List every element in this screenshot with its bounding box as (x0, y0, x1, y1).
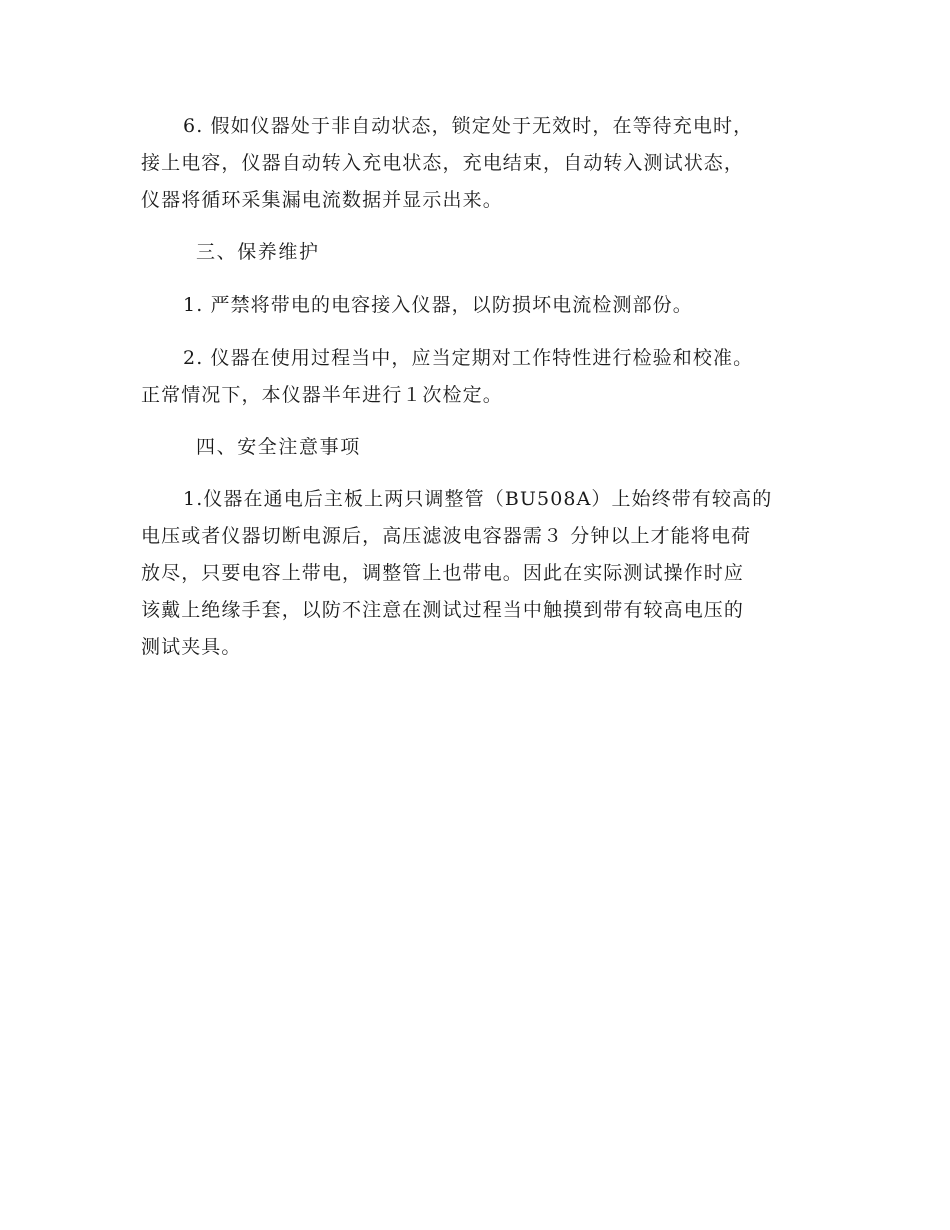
paragraph-line: 电压或者仪器切断电源后，高压滤波电容器需３ 分钟以上才能将电荷 (141, 525, 752, 547)
paragraph-line: 1.仪器在通电后主板上两只调整管（BU508A）上始终带有较高的 (183, 488, 773, 510)
paragraph-line: 接上电容，仪器自动转入充电状态，充电结束，自动转入测试状态， (141, 152, 745, 174)
paragraph-line: 正常情况下，本仪器半年进行１次检定。 (141, 384, 503, 406)
paragraph-line: 放尽，只要电容上带电，调整管上也带电。因此在实际测试操作时应 (141, 562, 745, 584)
paragraph-line: 该戴上绝缘手套，以防不注意在测试过程当中触摸到带有较高电压的 (141, 599, 745, 621)
safety-item-1 (141, 481, 801, 666)
maintenance-item-1 (141, 287, 801, 324)
paragraph-line: 仪器将循环采集漏电流数据并显示出来。 (141, 189, 503, 211)
paragraph-line: 6. 假如仪器处于非自动状态，锁定处于无效时，在等待充电时， (183, 115, 754, 137)
maintenance-item-2 (141, 340, 801, 414)
section-heading-maintenance: 三、保养维护 (196, 241, 320, 263)
paragraph-line: 2. 仪器在使用过程当中，应当定期对工作特性进行检验和校准。 (183, 347, 754, 369)
paragraph-item-6 (141, 108, 801, 219)
paragraph-line: 1. 严禁将带电的电容接入仪器，以防损坏电流检测部份。 (183, 294, 693, 316)
section-heading-safety: 四、安全注意事项 (196, 436, 361, 458)
paragraph-line: 测试夹具。 (141, 636, 242, 658)
